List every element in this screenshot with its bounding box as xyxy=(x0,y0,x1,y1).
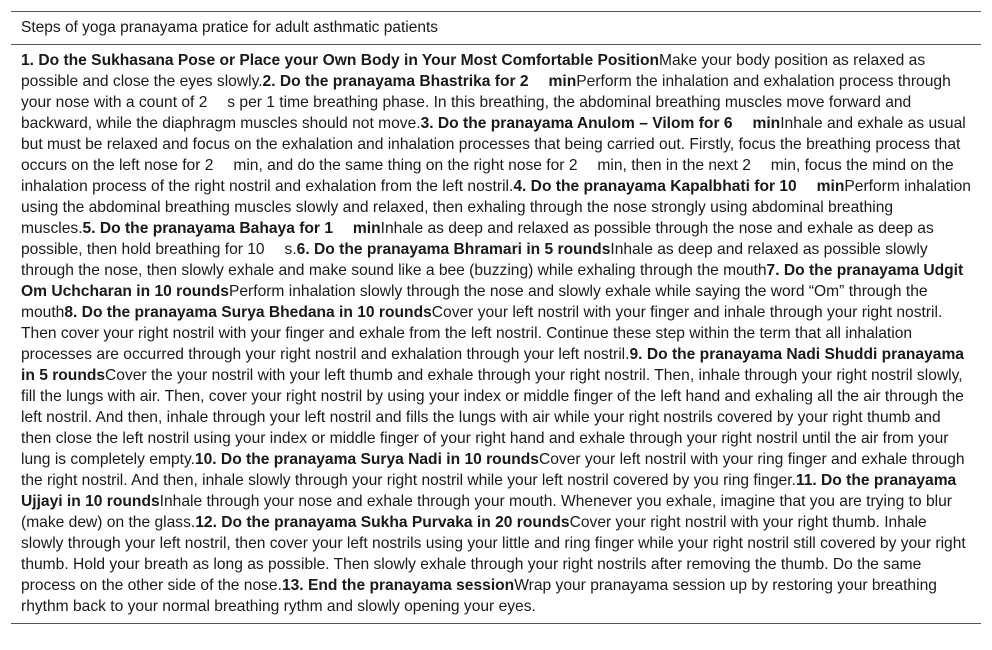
step-title: 10. Do the pranayama Surya Nadi in 10 rounds xyxy=(194,451,539,468)
step-text: Cover your left nostril with your finger and inhale through your right nostril. Then cover your right nostril with your finger and exhale from the left nostril. Continue these step within the term that all inhalation processes are occurred through your right nostril and exhalation through your left nostril. xyxy=(21,304,943,363)
step-title: 11. Do the pranayama Ujjayi in 10 rounds xyxy=(21,472,957,510)
step-title: 3. Do the pranayama Anulom – Vilom for 6 min xyxy=(420,115,781,132)
step-text: Make your body position as relaxed as possible and close the eyes slowly. xyxy=(21,52,926,90)
step-title: 2. Do the pranayama Bhastrika for 2 min xyxy=(262,73,577,90)
step-title: 12. Do the pranayama Sukha Purvaka in 20 rounds xyxy=(195,514,570,531)
step-title: 7. Do the pranayama Udgit Om Uchcharan in 10 rounds xyxy=(21,262,964,300)
step-text: Perform the inhalation and exhalation process through your nose with a count of 2 s per 1 time breathing phase. In this breathing, the abdominal breathing muscles move forward and backward, while the diaphragm muscles should not move. xyxy=(21,73,951,132)
step-text: Wrap your pranayama session up by restoring your breathing rhythm back to your normal breathing rythm and slowly opening your eyes. xyxy=(21,577,937,615)
step-text: Perform inhalation slowly through the nose and slowly exhale while saying the word “Om” through the mouth xyxy=(21,283,928,321)
step-text: Cover your right nostril with your right thumb. Inhale slowly through your left nostril, then cover your left nostrils using your little and ring finger while your right nostril still covered by your right thumb. Hold your breath as long as possible. Then slowly exhale through your right nostrils after removing the thumb. Do the same process on the other side of the nose. xyxy=(21,514,966,594)
step-title: 8. Do the pranayama Surya Bhedana in 10 rounds xyxy=(64,304,432,321)
steps-table xyxy=(11,11,981,624)
step-text: Inhale as deep and relaxed as possible slowly through the nose, then slowly exhale and make sound like a bee (buzzing) while exhaling through the mouth xyxy=(21,241,928,279)
step-9 xyxy=(21,346,964,468)
table-body xyxy=(11,45,981,623)
step-title: 13. End the pranayama session xyxy=(281,577,515,594)
step-text: Perform inhalation using the abdominal breathing muscles slowly and relaxed, then exhaling through the nose strongly using abdominal breathing muscles. xyxy=(21,178,971,237)
step-title: 4. Do the pranayama Kapalbhati for 10 min xyxy=(513,178,845,195)
step-text: Inhale as deep and relaxed as possible through the nose and exhale as deep as possible, then hold breathing for 10 s. xyxy=(21,220,934,258)
step-title: 1. Do the Sukhasana Pose or Place your Own Body in Your Most Comfortable Position xyxy=(21,52,660,69)
step-text: Cover the your nostril with your left thumb and exhale through your right nostril. Then, inhale through your right nostril slowly, fill the lungs with air. Then, cover your right nostril by using your index or middle finger of the left hand and exhaling all the air through the left nostril. And then, inhale through your left nostril and fills the lungs with air while your right nostrils covered by your right thumb and then close the left nostril using your index or middle finger of your right hand and exhale through your right nostril until the air from your lung is completely empty. xyxy=(21,367,964,468)
step-title: 9. Do the pranayama Nadi Shuddi pranayama in 5 rounds xyxy=(21,346,964,384)
step-text: Inhale and exhale as usual but must be relaxed and focus on the exhalation and inhalation processes that being carried out. Firstly, focus the breathing process that occurs on the left nose for 2 min, and do the same thing on the right nose for 2 min, then in the next 2 min, focus the mind on the inhalation process of the right nostril and exhalation from the left nostril. xyxy=(21,115,966,195)
step-title: 6. Do the pranayama Bhramari in 5 rounds xyxy=(296,241,611,258)
step-text: Inhale through your nose and exhale through your mouth. Whenever you exhale, imagine that you are trying to blur (make dew) on the glass. xyxy=(21,493,952,531)
table-header: Steps of yoga pranayama pratice for adult asthmatic patients xyxy=(11,12,981,45)
step-text: Cover your left nostril with your ring finger and exhale through the right nostril. And then, inhale slowly through your right nostril while your left nostril covered by you ring finger. xyxy=(21,451,965,489)
step-title: 5. Do the pranayama Bahaya for 1 min xyxy=(82,220,381,237)
